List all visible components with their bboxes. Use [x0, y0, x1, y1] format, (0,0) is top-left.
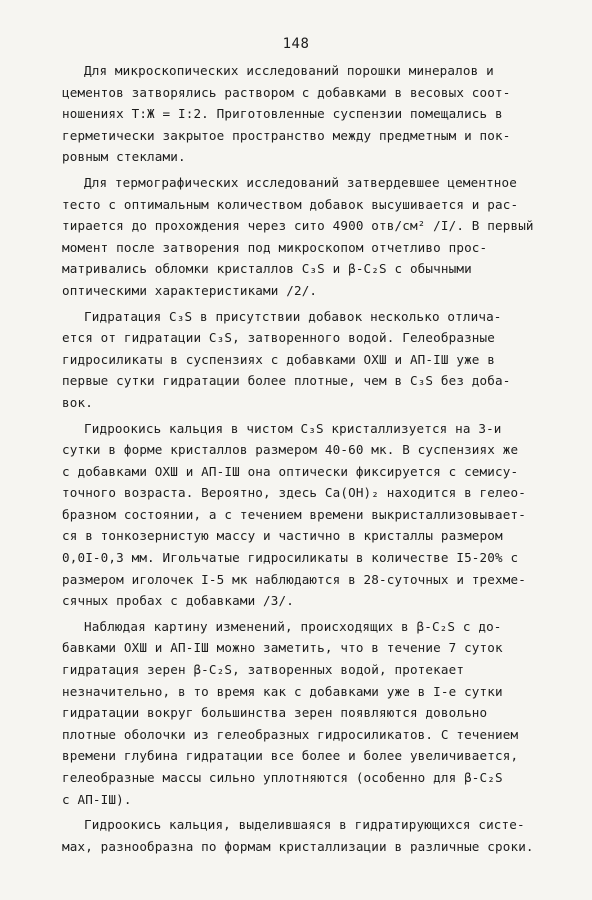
text-line: сутки в форме кристаллов размером 40-60 мк. В суспензиях же: [62, 442, 519, 458]
text-line: незначительно, в то время как с добавками уже в I-е сутки: [62, 683, 503, 699]
text-line: Наблюдая картину изменений, происходящих в β-C₂S с до-: [84, 618, 502, 634]
text-line: тесто с оптимальным количеством добавок высушивается и рас-: [62, 196, 519, 212]
text-line: гидратация зерен β-C₂S, затворенных водой, протекает: [62, 662, 465, 678]
text-line: ровным стеклами.: [62, 149, 186, 165]
text-line: с добавками ОХШ и АП-IШ она оптически фиксируется с семису-: [62, 463, 519, 479]
text-line: ношениях Т:Ж = I:2. Приготовленные суспензии помещались в: [62, 106, 503, 122]
text-line: с АП-IШ).: [62, 791, 132, 807]
text-line: гидросиликаты в суспензиях с добавками ОХШ и АП-IШ уже в: [62, 351, 495, 367]
text-line: матривались обломки кристаллов C₃S и β-C₂S с обычными: [62, 261, 472, 277]
text-line: сячных пробах с добавками /3/.: [62, 593, 294, 609]
text-line: мах, разнообразна по формам кристаллизации в различные сроки.: [62, 838, 534, 854]
text-line: ется от гидратации C₃S, затворенного водой. Гелеобразные: [62, 330, 495, 346]
text-line: гидратации вокруг большинства зерен появляются довольно: [62, 705, 488, 721]
text-line: Гидратация C₃S в присутствии добавок несколько отлича-: [84, 308, 502, 324]
text-line: герметически закрытое пространство между предметным и пок-: [62, 127, 511, 143]
text-line: цементов затворялись раствором с добавками в весовых соот-: [62, 84, 511, 100]
text-line: 0,0I-0,3 мм. Игольчатые гидросиликаты в количестве I5-20% с: [62, 550, 519, 566]
text-line: оптическими характеристиками /2/.: [62, 282, 318, 298]
text-line: ся в тонкозернистую массу и частично в кристаллы размером: [62, 528, 503, 544]
text-line: гелеобразные массы сильно уплотняются (особенно для β-C₂S: [62, 770, 503, 785]
text-line: Для термографических исследований затвердевшее цементное: [84, 174, 517, 190]
text-line: момент после затворения под микроскопом отчетливо прос-: [62, 239, 488, 255]
text-line: первые сутки гидратации более плотные, чем в C₃S без доба-: [62, 373, 511, 389]
text-line: Гидроокись кальция в чистом C₃S кристаллизуется на 3-и: [84, 420, 502, 436]
text-line: Гидроокись кальция, выделившаяся в гидратирующихся систе-: [84, 817, 525, 833]
text-line: бразном состоянии, а с течением времени выкристаллизовывает-: [62, 506, 526, 522]
text-line: плотные оболочки из гелеобразных гидросиликатов. С течением: [62, 726, 519, 742]
text-line: бавками ОХШ и АП-IШ можно заметить, что в течение 7 суток: [62, 640, 503, 656]
text-line: времени глубина гидратации все более и более увеличивается,: [62, 748, 519, 764]
text-line: Для микроскопических исследований порошки минералов и: [84, 63, 494, 78]
text-line: точного возраста. Вероятно, здесь Ca(OH)₂ находится в гелео-: [62, 485, 526, 501]
text-line: вок.: [62, 394, 93, 410]
text-line: тирается до прохождения через сито 4900 отв/см² /I/. В первый: [62, 218, 534, 234]
body-text: [62, 60, 570, 857]
page-number: 148: [282, 36, 310, 52]
text-line: размером иголочек I-5 мк наблюдаются в 28-суточных и трехме-: [62, 571, 526, 587]
